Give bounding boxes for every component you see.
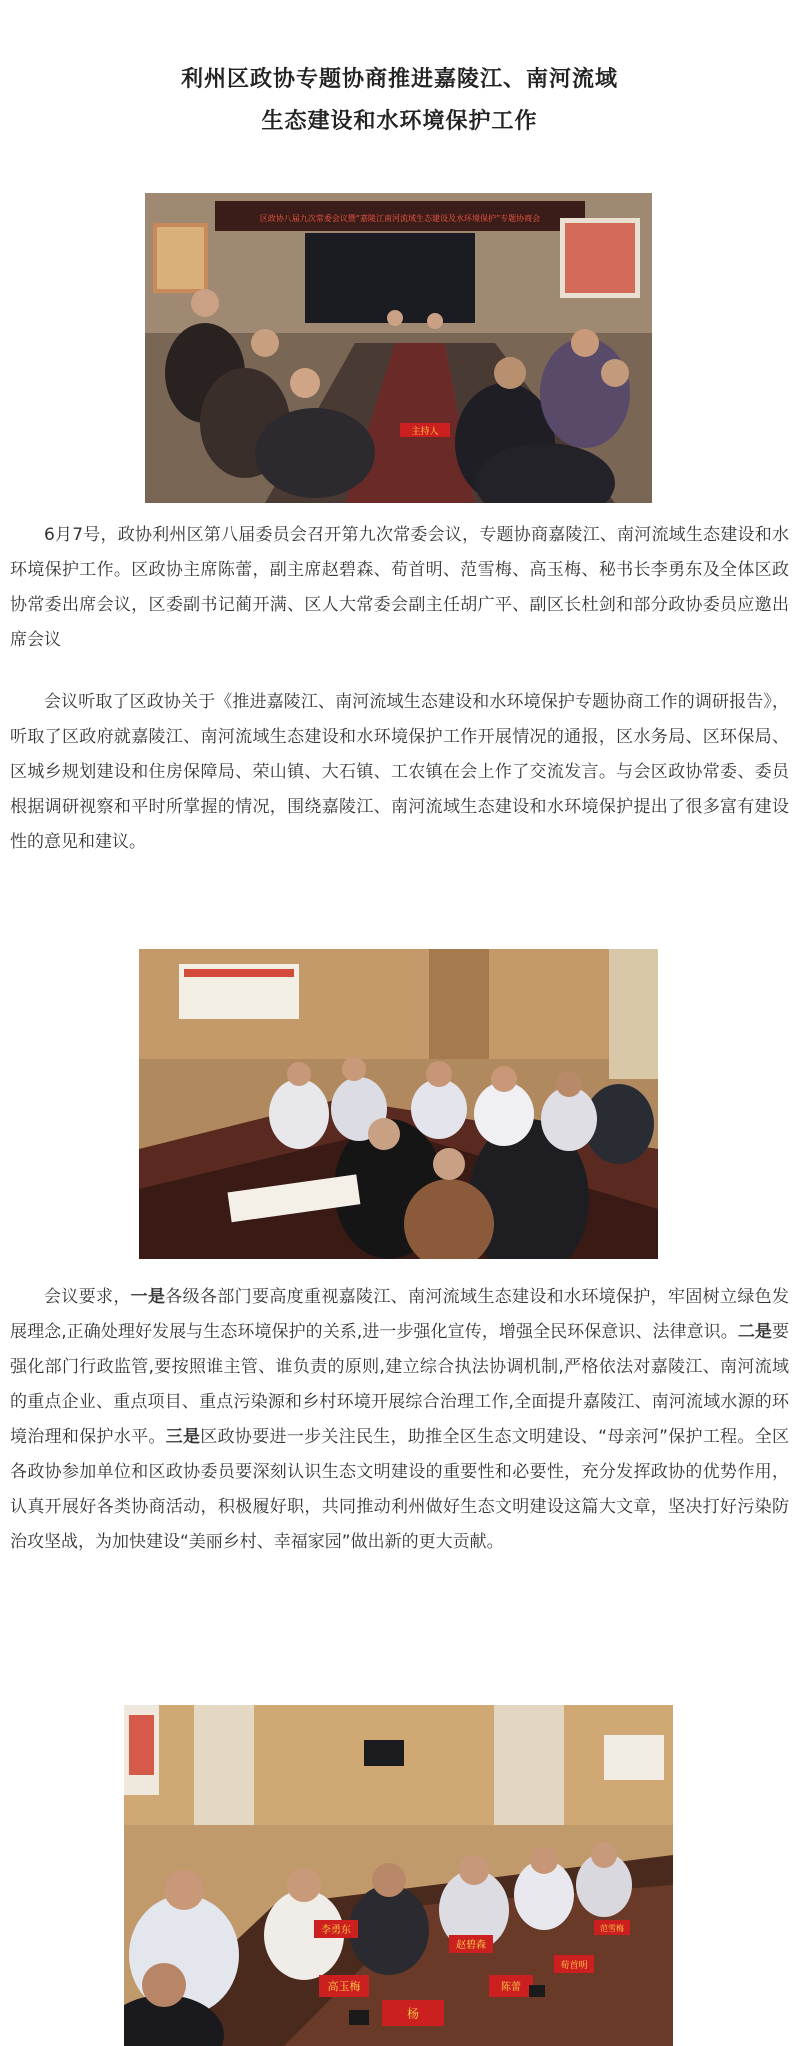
svg-text:李勇东: 李勇东 xyxy=(321,1925,351,1936)
article-title-line2: 生态建设和水环境保护工作 xyxy=(261,109,538,134)
key-point-3: 三是 xyxy=(165,1427,201,1447)
article-title-line1: 利州区政协专题协商推进嘉陵江、南河流域 xyxy=(180,67,618,92)
nameplate-5 xyxy=(489,1975,533,1997)
nameplate-6 xyxy=(554,1955,594,1973)
meeting-photo-3 xyxy=(124,1705,673,2046)
svg-text:赵碧森: 赵碧森 xyxy=(456,1940,486,1951)
nameplate-2 xyxy=(319,1975,369,1997)
svg-text:杨: 杨 xyxy=(406,2007,420,2021)
banner-text: 区政协八届九次常委会议暨“嘉陵江南河流域生态建设及水环境保护”专题协商会 xyxy=(259,214,541,223)
meeting-photo-1 xyxy=(145,193,652,503)
nameplate-3 xyxy=(382,2000,444,2026)
key-point-1: 一是 xyxy=(130,1287,166,1307)
svg-text:陈蕾: 陈蕾 xyxy=(501,1982,521,1993)
nameplate-1 xyxy=(314,1920,358,1938)
nameplate-7 xyxy=(594,1920,630,1935)
svg-text:高玉梅: 高玉梅 xyxy=(327,1980,361,1993)
paragraph-3: 会议要求，一是各级各部门要高度重视嘉陵江、南河流域生态建设和水环境保护，牢固树立绿色发展理念,正确处理好发展与生态环境保护的关系,进一步强化宣传，增强全民环保意识、法律意识。二是要强化部门行政监管,要按照谁主管、谁负责的原则,建立综合执法协调机制,严格依法对嘉陵江、南河流域的重点企业、重点项目、重点污染源和乡村环境开展综合治理工作,全面提升嘉陵江、南河流域水源的环境治理和保护水平。三是区政协要进一步关注民生，助推全区生态文明建设、“母亲河”保护工程。全区各政协参加单位和区政协委员要深刻认识生态文明建设的重要性和必要性，充分发挥政协的优势作用，认真开展好各类协商活动，积极履好职，共同推动利州做好生态文明建设这篇大文章，坚决打好污染防治攻坚战，为加快建设“美丽乡村、幸福家园”做出新的更大贡献。 xyxy=(10,1287,790,1552)
paragraph-2: 会议听取了区政协关于《推进嘉陵江、南河流域生态建设和水环境保护专题协商工作的调研报告》，听取了区政府就嘉陵江、南河流域生态建设和水环境保护工作开展情况的通报，区水务局、区环保局、区城乡规划建设和住房保障局、荣山镇、大石镇、工农镇在会上作了交流发言。与会区政协常委、委员根据调研视察和平时所掌握的情况，围绕嘉陵江、南河流域生态建设和水环境保护提出了很多富有建设性的意见和建议。 xyxy=(10,692,789,852)
meeting-photo-2 xyxy=(139,949,658,1259)
key-point-2: 二是 xyxy=(737,1322,772,1342)
nameplate-host: 主持人 xyxy=(411,427,439,437)
svg-text:范雪梅: 范雪梅 xyxy=(600,1924,624,1933)
paragraph-1: 6月7号，政协利州区第八届委员会召开第九次常委会议，专题协商嘉陵江、南河流域生态建设和水环境保护工作。区政协主席陈蕾，副主席赵碧森、荀首明、范雪梅、高玉梅、秘书长李勇东及全体区政协常委出席会议，区委副书记蔺开满、区人大常委会副主任胡广平、副区长杜剑和部分政协委员应邀出席会议 xyxy=(10,525,789,650)
nameplate-4 xyxy=(449,1935,493,1953)
svg-text:荀首明: 荀首明 xyxy=(560,1961,588,1971)
